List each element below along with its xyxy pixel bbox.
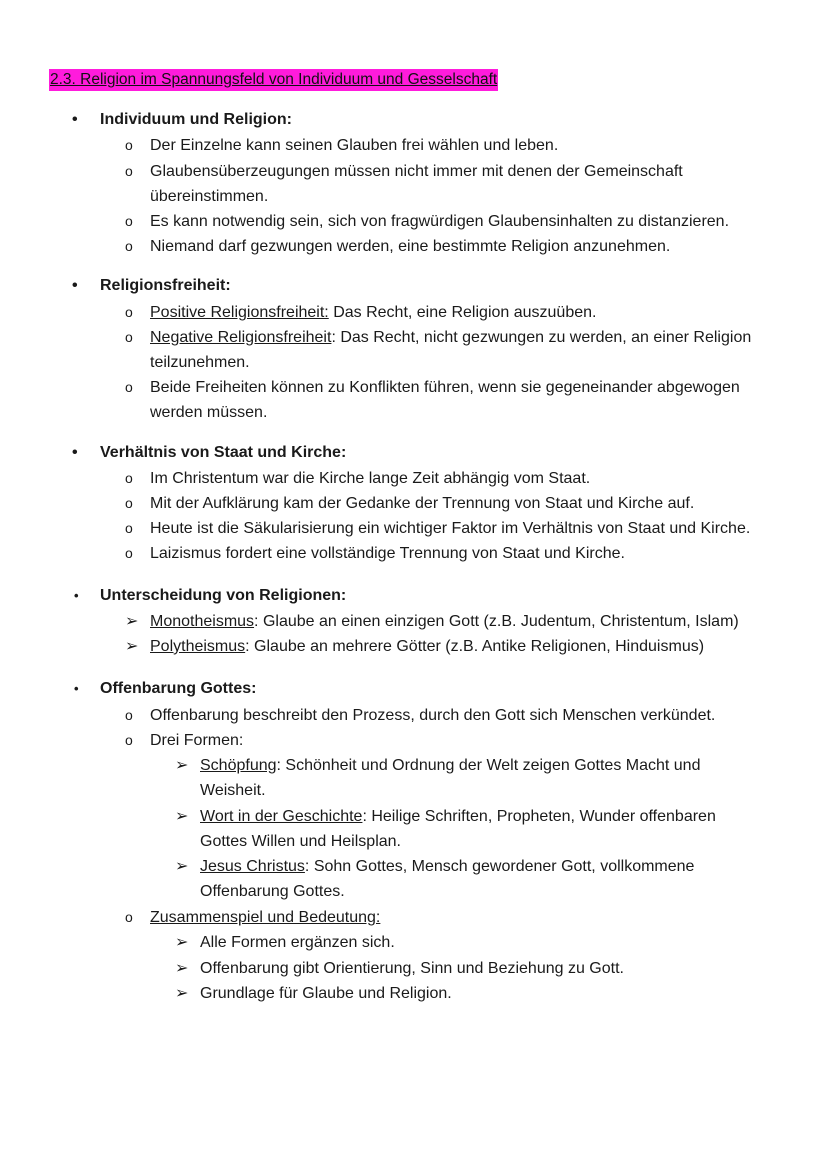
circle-bullet: o — [125, 379, 133, 395]
section-title-staat-kirche: Verhältnis von Staat und Kirche: — [100, 444, 347, 461]
arrow-bullet: ➢ — [175, 757, 189, 774]
list-item: Mit der Aufklärung kam der Gedanke der Trennung von Staat und Kirche auf. — [150, 495, 695, 512]
definition: : Heilige Schriften, Propheten, Wunder offenbaren Gottes Willen und Heilsplan. — [200, 808, 716, 850]
arrow-bullet: ➢ — [175, 985, 189, 1002]
bullet: • — [72, 444, 78, 461]
list-item: Es kann notwendig sein, sich von fragwürdigen Glaubensinhalten zu distanzieren. — [150, 213, 730, 230]
term: Polytheismus — [150, 638, 246, 655]
page-title: 2.3. Religion im Spannungsfeld von Individuum und Gesselschaft — [49, 69, 498, 91]
circle-bullet: o — [125, 520, 133, 536]
arrow-bullet: ➢ — [175, 858, 189, 875]
arrow-bullet: ➢ — [125, 638, 139, 655]
list-item: Drei Formen: — [150, 732, 244, 749]
bullet: • — [72, 277, 78, 294]
list-item — [200, 753, 740, 803]
bullet: • — [74, 588, 79, 603]
circle-bullet: o — [125, 545, 133, 561]
list-item: Alle Formen ergänzen sich. — [200, 934, 395, 951]
arrow-bullet: ➢ — [175, 934, 189, 951]
list-item: Offenbarung gibt Orientierung, Sinn und Beziehung zu Gott. — [200, 960, 624, 977]
list-item — [150, 609, 810, 634]
definition: Das Recht, eine Religion auszuüben. — [328, 304, 597, 321]
list-item — [200, 804, 745, 854]
circle-bullet: o — [125, 304, 133, 320]
list-item — [200, 854, 725, 904]
list-item: Glaubensüberzeugungen müssen nicht immer mit denen der Gemeinschaft übereinstimmen. — [150, 163, 683, 205]
circle-bullet: o — [125, 213, 133, 229]
bullet: • — [72, 111, 78, 128]
term: Zusammenspiel und Bedeutung: — [150, 909, 381, 926]
list-item: Im Christentum war die Kirche lange Zeit abhängig vom Staat. — [150, 470, 591, 487]
definition: : Glaube an mehrere Götter (z.B. Antike Religionen, Hinduismus) — [245, 638, 705, 655]
definition: : Das Recht, nicht gezwungen zu werden, an einer Religion teilzunehmen. — [150, 329, 752, 371]
section-title-offenbarung: Offenbarung Gottes: — [100, 680, 257, 697]
list-item: Offenbarung beschreibt den Prozess, durch den Gott sich Menschen verkündet. — [150, 707, 716, 724]
circle-bullet: o — [125, 495, 133, 511]
definition: : Sohn Gottes, Mensch gewordener Gott, vollkommene Offenbarung Gottes. — [200, 858, 695, 900]
list-item: Laizismus fordert eine vollständige Trennung von Staat und Kirche. — [150, 545, 625, 562]
term: Positive Religionsfreiheit: — [150, 304, 329, 321]
circle-bullet: o — [125, 137, 133, 153]
list-item — [150, 300, 790, 325]
section-title-unterscheidung: Unterscheidung von Religionen: — [100, 587, 347, 604]
section-title-religionsfreiheit: Religionsfreiheit: — [100, 277, 231, 294]
circle-bullet: o — [125, 732, 133, 748]
circle-bullet: o — [125, 470, 133, 486]
definition: Beide Freiheiten können zu Konflikten führen, wenn sie gegeneinander abgewogen werden müssen. — [150, 379, 740, 421]
arrow-bullet: ➢ — [175, 808, 189, 825]
bullet: • — [74, 681, 79, 696]
arrow-bullet: ➢ — [125, 613, 139, 630]
list-item: Heute ist die Säkularisierung ein wichtiger Faktor im Verhältnis von Staat und Kirche. — [150, 520, 751, 537]
arrow-bullet: ➢ — [175, 960, 189, 977]
list-item — [150, 634, 790, 659]
list-item: Der Einzelne kann seinen Glauben frei wählen und leben. — [150, 137, 559, 154]
circle-bullet: o — [125, 163, 133, 179]
list-item: Grundlage für Glaube und Religion. — [200, 985, 452, 1002]
term: Negative Religionsfreiheit — [150, 329, 332, 346]
term: Monotheismus — [150, 613, 255, 630]
list-item — [150, 905, 790, 930]
list-item — [150, 325, 780, 375]
term: Jesus Christus — [200, 858, 305, 875]
definition: : Schönheit und Ordnung der Welt zeigen Gottes Macht und Weisheit. — [200, 757, 701, 799]
term: Wort in der Geschichte — [200, 808, 363, 825]
circle-bullet: o — [125, 707, 133, 723]
circle-bullet: o — [125, 909, 133, 925]
definition: : Glaube an einen einzigen Gott (z.B. Judentum, Christentum, Islam) — [254, 613, 739, 630]
list-item: Niemand darf gezwungen werden, eine bestimmte Religion anzunehmen. — [150, 238, 671, 255]
list-item — [150, 375, 770, 425]
circle-bullet: o — [125, 329, 133, 345]
term: Schöpfung — [200, 757, 277, 774]
circle-bullet: o — [125, 238, 133, 254]
section-title-individuum: Individuum und Religion: — [100, 111, 292, 128]
